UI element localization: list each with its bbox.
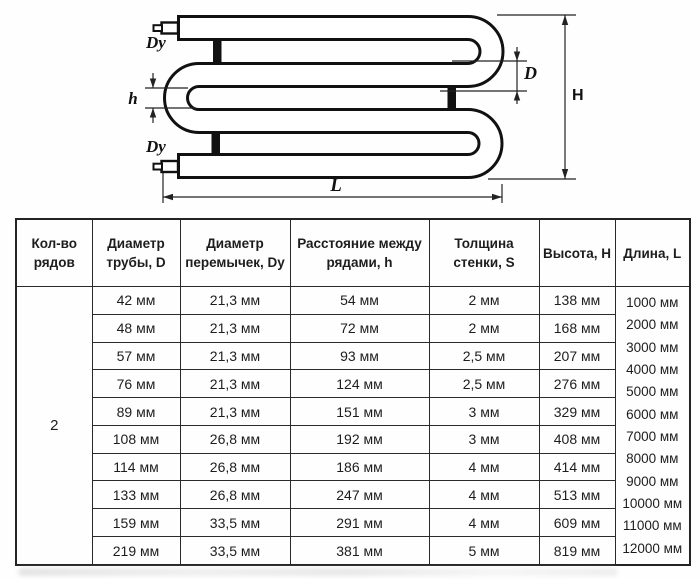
table-row — [16, 314, 690, 342]
d-arrow-up — [514, 91, 520, 101]
cell-dy: 21,3 мм — [180, 370, 290, 398]
cell-s: 3 мм — [429, 398, 539, 426]
cell-s: 4 мм — [429, 481, 539, 509]
header-row — [16, 219, 690, 287]
length-arrow-left — [163, 194, 173, 200]
table-row — [16, 425, 690, 453]
cell-h: 291 мм — [290, 509, 429, 537]
length-option: 6000 мм — [626, 406, 679, 422]
pipe-serpentine-bore — [176, 28, 491, 166]
cell-h: 381 мм — [290, 537, 429, 565]
cell-dy: 21,3 мм — [180, 314, 290, 342]
lengths-cell — [615, 287, 690, 566]
cell-h: 124 мм — [290, 370, 429, 398]
cell-d: 42 мм — [92, 287, 180, 315]
cell-height: 207 мм — [539, 342, 615, 370]
length-option: 1000 мм — [626, 295, 679, 311]
cell-d: 76 мм — [92, 370, 180, 398]
cell-d: 108 мм — [92, 425, 180, 453]
cropped-content-smudge — [18, 568, 618, 576]
cell-height: 408 мм — [539, 425, 615, 453]
cell-d: 57 мм — [92, 342, 180, 370]
table-row — [16, 453, 690, 481]
cell-dy: 26,8 мм — [180, 453, 290, 481]
length-option: 3000 мм — [626, 339, 679, 355]
header-line: Толщина — [454, 236, 514, 251]
h-arrow-up — [150, 108, 156, 118]
length-option: 9000 мм — [626, 473, 679, 489]
inlet-stub — [154, 23, 179, 34]
cell-height: 414 мм — [539, 453, 615, 481]
cell-dy: 26,8 мм — [180, 481, 290, 509]
header-line: трубы, D — [106, 255, 166, 270]
cell-s: 5 мм — [429, 537, 539, 565]
cell-d: 133 мм — [92, 481, 180, 509]
cell-s: 3 мм — [429, 425, 539, 453]
jumper-top-left — [213, 39, 222, 64]
header-pipe-diameter — [92, 219, 180, 287]
table-row — [16, 342, 690, 370]
cell-s: 4 мм — [429, 509, 539, 537]
jumper-bottom-left — [212, 131, 221, 155]
cell-d: 114 мм — [92, 453, 180, 481]
cell-s: 2,5 мм — [429, 370, 539, 398]
cell-d: 159 мм — [92, 509, 180, 537]
cell-height: 138 мм — [539, 287, 615, 315]
length-option: 5000 мм — [626, 384, 679, 400]
length-option: 10000 мм — [622, 496, 683, 512]
header-line: рядов — [33, 255, 75, 270]
header-line: Расстояние между — [297, 236, 422, 251]
rows-count-cell: 2 — [16, 287, 92, 566]
register-diagram-svg — [0, 0, 700, 216]
cell-s: 4 мм — [429, 453, 539, 481]
cell-s: 2 мм — [429, 314, 539, 342]
cell-s: 2,5 мм — [429, 342, 539, 370]
table-row — [16, 370, 690, 398]
d-arrow-down — [514, 52, 520, 62]
header-length — [615, 219, 690, 287]
header-row-spacing — [290, 219, 429, 287]
h-arrow-down — [150, 79, 156, 89]
cell-h: 192 мм — [290, 425, 429, 453]
cell-h: 186 мм — [290, 453, 429, 481]
header-line: перемычек, Dy — [185, 255, 285, 270]
table-row — [16, 481, 690, 509]
cell-dy: 21,3 мм — [180, 398, 290, 426]
header-wall-thickness — [429, 219, 539, 287]
length-option: 2000 мм — [626, 317, 679, 333]
table-row — [16, 398, 690, 426]
label-h: h — [128, 89, 138, 108]
cell-d: 219 мм — [92, 537, 180, 565]
cell-d: 89 мм — [92, 398, 180, 426]
label-height: H — [572, 87, 584, 104]
label-length: L — [330, 175, 342, 196]
header-line: рядами, h — [326, 255, 393, 270]
length-arrow-right — [492, 194, 502, 200]
cell-dy: 33,5 мм — [180, 509, 290, 537]
cell-dy: 26,8 мм — [180, 425, 290, 453]
cell-height: 276 мм — [539, 370, 615, 398]
cell-height: 609 мм — [539, 509, 615, 537]
cell-height: 329 мм — [539, 398, 615, 426]
cell-height: 819 мм — [539, 537, 615, 565]
cell-h: 54 мм — [290, 287, 429, 315]
label-dy-top: Dy — [146, 33, 166, 52]
header-jumper-diameter — [180, 219, 290, 287]
header-line: Длина, L — [623, 245, 682, 261]
spec-table — [15, 218, 691, 566]
cell-s: 2 мм — [429, 287, 539, 315]
label-d: D — [524, 63, 537, 83]
length-option: 11000 мм — [622, 518, 682, 534]
register-drawing — [0, 0, 700, 216]
header-line: Диаметр — [206, 236, 264, 251]
cell-height: 513 мм — [539, 481, 615, 509]
cell-dy: 21,3 мм — [180, 287, 290, 315]
length-option: 4000 мм — [626, 362, 679, 378]
header-line: Высота, H — [542, 245, 612, 261]
label-dy-bottom: Dy — [146, 137, 166, 156]
cell-d: 48 мм — [92, 314, 180, 342]
cell-h: 72 мм — [290, 314, 429, 342]
height-arrow-down — [562, 169, 568, 179]
length-option: 8000 мм — [626, 451, 679, 467]
cell-height: 168 мм — [539, 314, 615, 342]
cell-dy: 21,3 мм — [180, 342, 290, 370]
header-line: Диаметр — [107, 236, 165, 251]
length-option: 12000 мм — [622, 540, 683, 556]
spec-table-container — [15, 218, 689, 566]
table-row — [16, 287, 690, 315]
pipe-serpentine-outline — [176, 28, 491, 166]
header-rows-count — [16, 219, 92, 287]
cell-h: 93 мм — [290, 342, 429, 370]
header-height — [539, 219, 615, 287]
height-arrow-up — [562, 15, 568, 25]
jumper-right — [448, 86, 457, 110]
header-line: Кол-во — [31, 236, 78, 251]
table-row — [16, 537, 690, 565]
outlet-stub — [154, 161, 179, 172]
length-option: 7000 мм — [626, 429, 679, 445]
cell-h: 151 мм — [290, 398, 429, 426]
header-line: стенки, S — [453, 255, 515, 270]
cell-h: 247 мм — [290, 481, 429, 509]
table-row — [16, 509, 690, 537]
lengths-stack — [616, 290, 690, 562]
cell-dy: 33,5 мм — [180, 537, 290, 565]
